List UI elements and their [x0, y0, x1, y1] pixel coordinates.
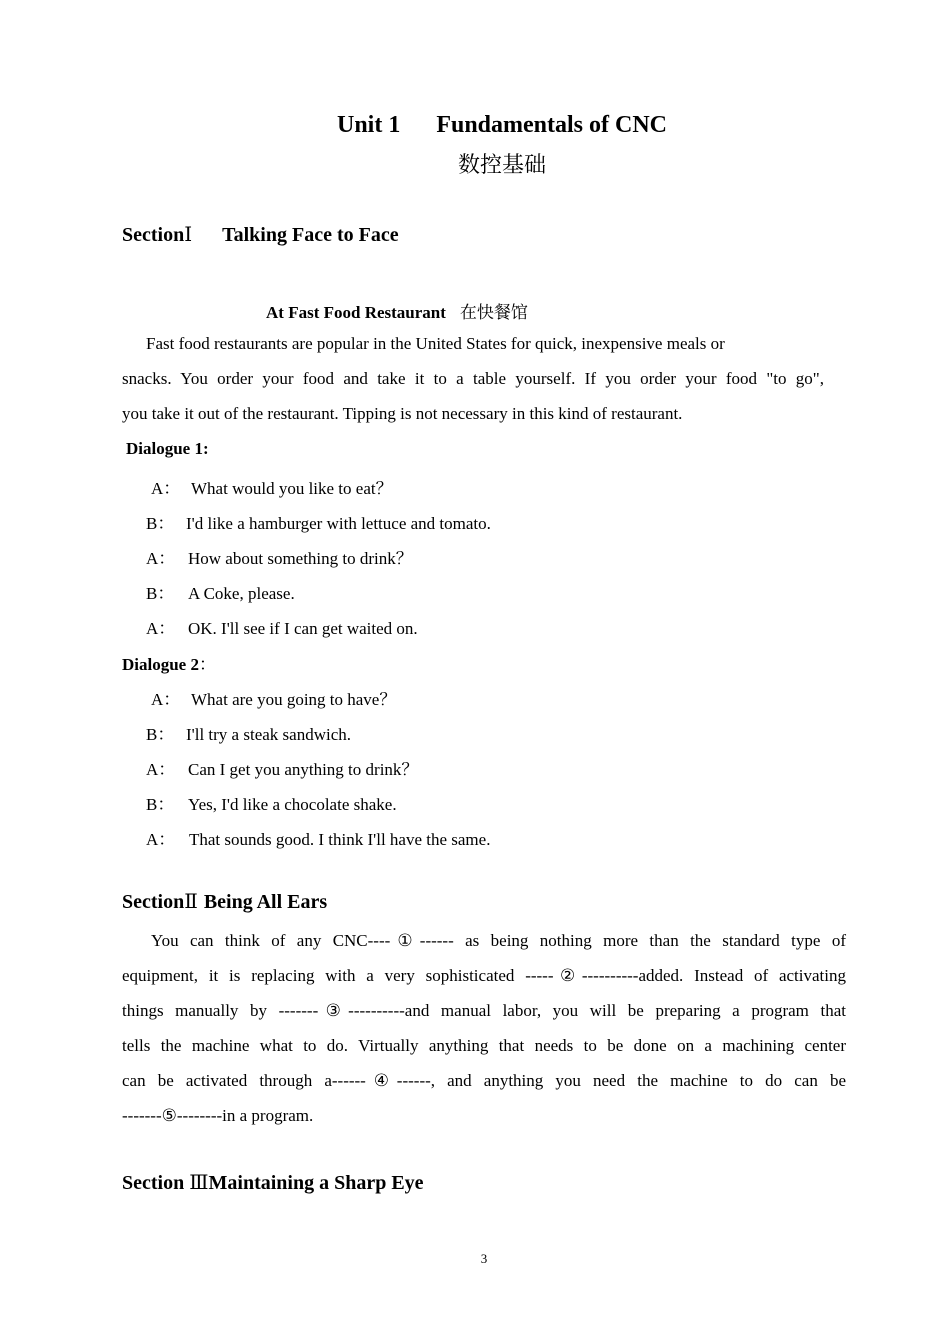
speaker: A： [151, 690, 181, 709]
dialogue-2-line [146, 755, 418, 780]
speaker: B： [146, 795, 175, 814]
utterance: What would you like to eat？ [191, 479, 393, 498]
section-2-paragraph [122, 923, 846, 1133]
dialogue-2-line [151, 685, 396, 710]
paragraph-line: can be activated through a------④------, and anything you need the machine to do can be [122, 1071, 846, 1090]
section-2-heading [122, 889, 327, 914]
paragraph-line: You can think of any CNC----①------ as being nothing more than the standard type of [151, 931, 846, 950]
intro-line-1: Fast food restaurants are popular in the United States for quick, inexpensive meals or [146, 334, 725, 353]
section-1-heading [122, 222, 399, 247]
utterance: What are you going to have？ [191, 690, 397, 709]
section-2-prefix: Section [122, 891, 185, 913]
utterance: A Coke, please. [188, 584, 295, 603]
intro-line-3: you take it out of the restaurant. Tipping is not necessary in this kind of restaurant. [122, 404, 683, 423]
dialogue-2-line [146, 825, 490, 850]
dialogue-2-line [146, 720, 351, 745]
speaker: B： [146, 514, 175, 533]
subheading-zh: 在快餐馆 [459, 303, 528, 322]
utterance: OK. I'll see if I can get waited on. [188, 619, 418, 638]
unit-title [0, 112, 950, 139]
utterance: Can I get you anything to drink？ [188, 760, 419, 779]
paragraph-line: things manually by -------③----------and manual labor, you will be preparing a program that [122, 1001, 846, 1020]
paragraph-line: equipment, it is replacing with a very sophisticated -----②----------added. Instead of activating [122, 966, 846, 985]
section-1-prefix: Section [122, 224, 185, 246]
page-number: 3 [480, 1251, 488, 1266]
section-2-numeral: Ⅱ [184, 891, 198, 913]
subheading-en: At Fast Food Restaurant [266, 303, 446, 322]
unit-label: Unit 1 [336, 112, 401, 138]
section-2-title: Being All Ears [203, 891, 328, 913]
subheading [266, 298, 528, 323]
section-3-numeral: Ⅲ [189, 1172, 209, 1194]
speaker: A： [151, 479, 181, 498]
unit-title-chinese: 数控基础 [457, 152, 546, 177]
speaker: A： [146, 760, 176, 779]
section-1-numeral: Ⅰ [184, 224, 193, 246]
dialogue-2-label [122, 650, 216, 675]
intro-line-2: snacks. You order your food and take it to a table yourself. If you order your food "to go", [122, 369, 824, 388]
utterance: I'd like a hamburger with lettuce and tomato. [186, 514, 491, 533]
speaker: B： [146, 725, 175, 744]
speaker: A： [146, 549, 176, 568]
dialogue-2-label-colon: ： [198, 655, 216, 674]
speaker: B： [146, 584, 175, 603]
dialogue-1-line [146, 614, 418, 639]
section-3-title: Maintaining a Sharp Eye [208, 1172, 424, 1194]
dialogue-1-label: Dialogue 1: [126, 439, 209, 458]
section-3-prefix: Section [122, 1172, 185, 1194]
dialogue-2-line [146, 790, 397, 815]
section-1-title: Talking Face to Face [222, 224, 399, 246]
utterance: I'll try a steak sandwich. [186, 725, 351, 744]
paragraph-line: -------⑤--------in a program. [122, 1106, 314, 1125]
dialogue-1-line [146, 579, 295, 604]
utterance: That sounds good. I think I'll have the same. [189, 830, 491, 849]
speaker: A： [146, 619, 176, 638]
dialogue-1-line [146, 544, 413, 569]
unit-name: Fundamentals of CNC [436, 112, 668, 138]
utterance: Yes, I'd like a chocolate shake. [188, 795, 397, 814]
utterance: How about something to drink？ [188, 549, 413, 568]
paragraph-line: tells the machine what to do. Virtually anything that needs to be done on a machining center [122, 1036, 846, 1055]
dialogue-2-label-text: Dialogue 2 [122, 655, 199, 674]
speaker: A： [146, 830, 176, 849]
section-3-heading [122, 1170, 424, 1195]
dialogue-1-line [151, 474, 393, 499]
dialogue-1-line [146, 509, 491, 534]
